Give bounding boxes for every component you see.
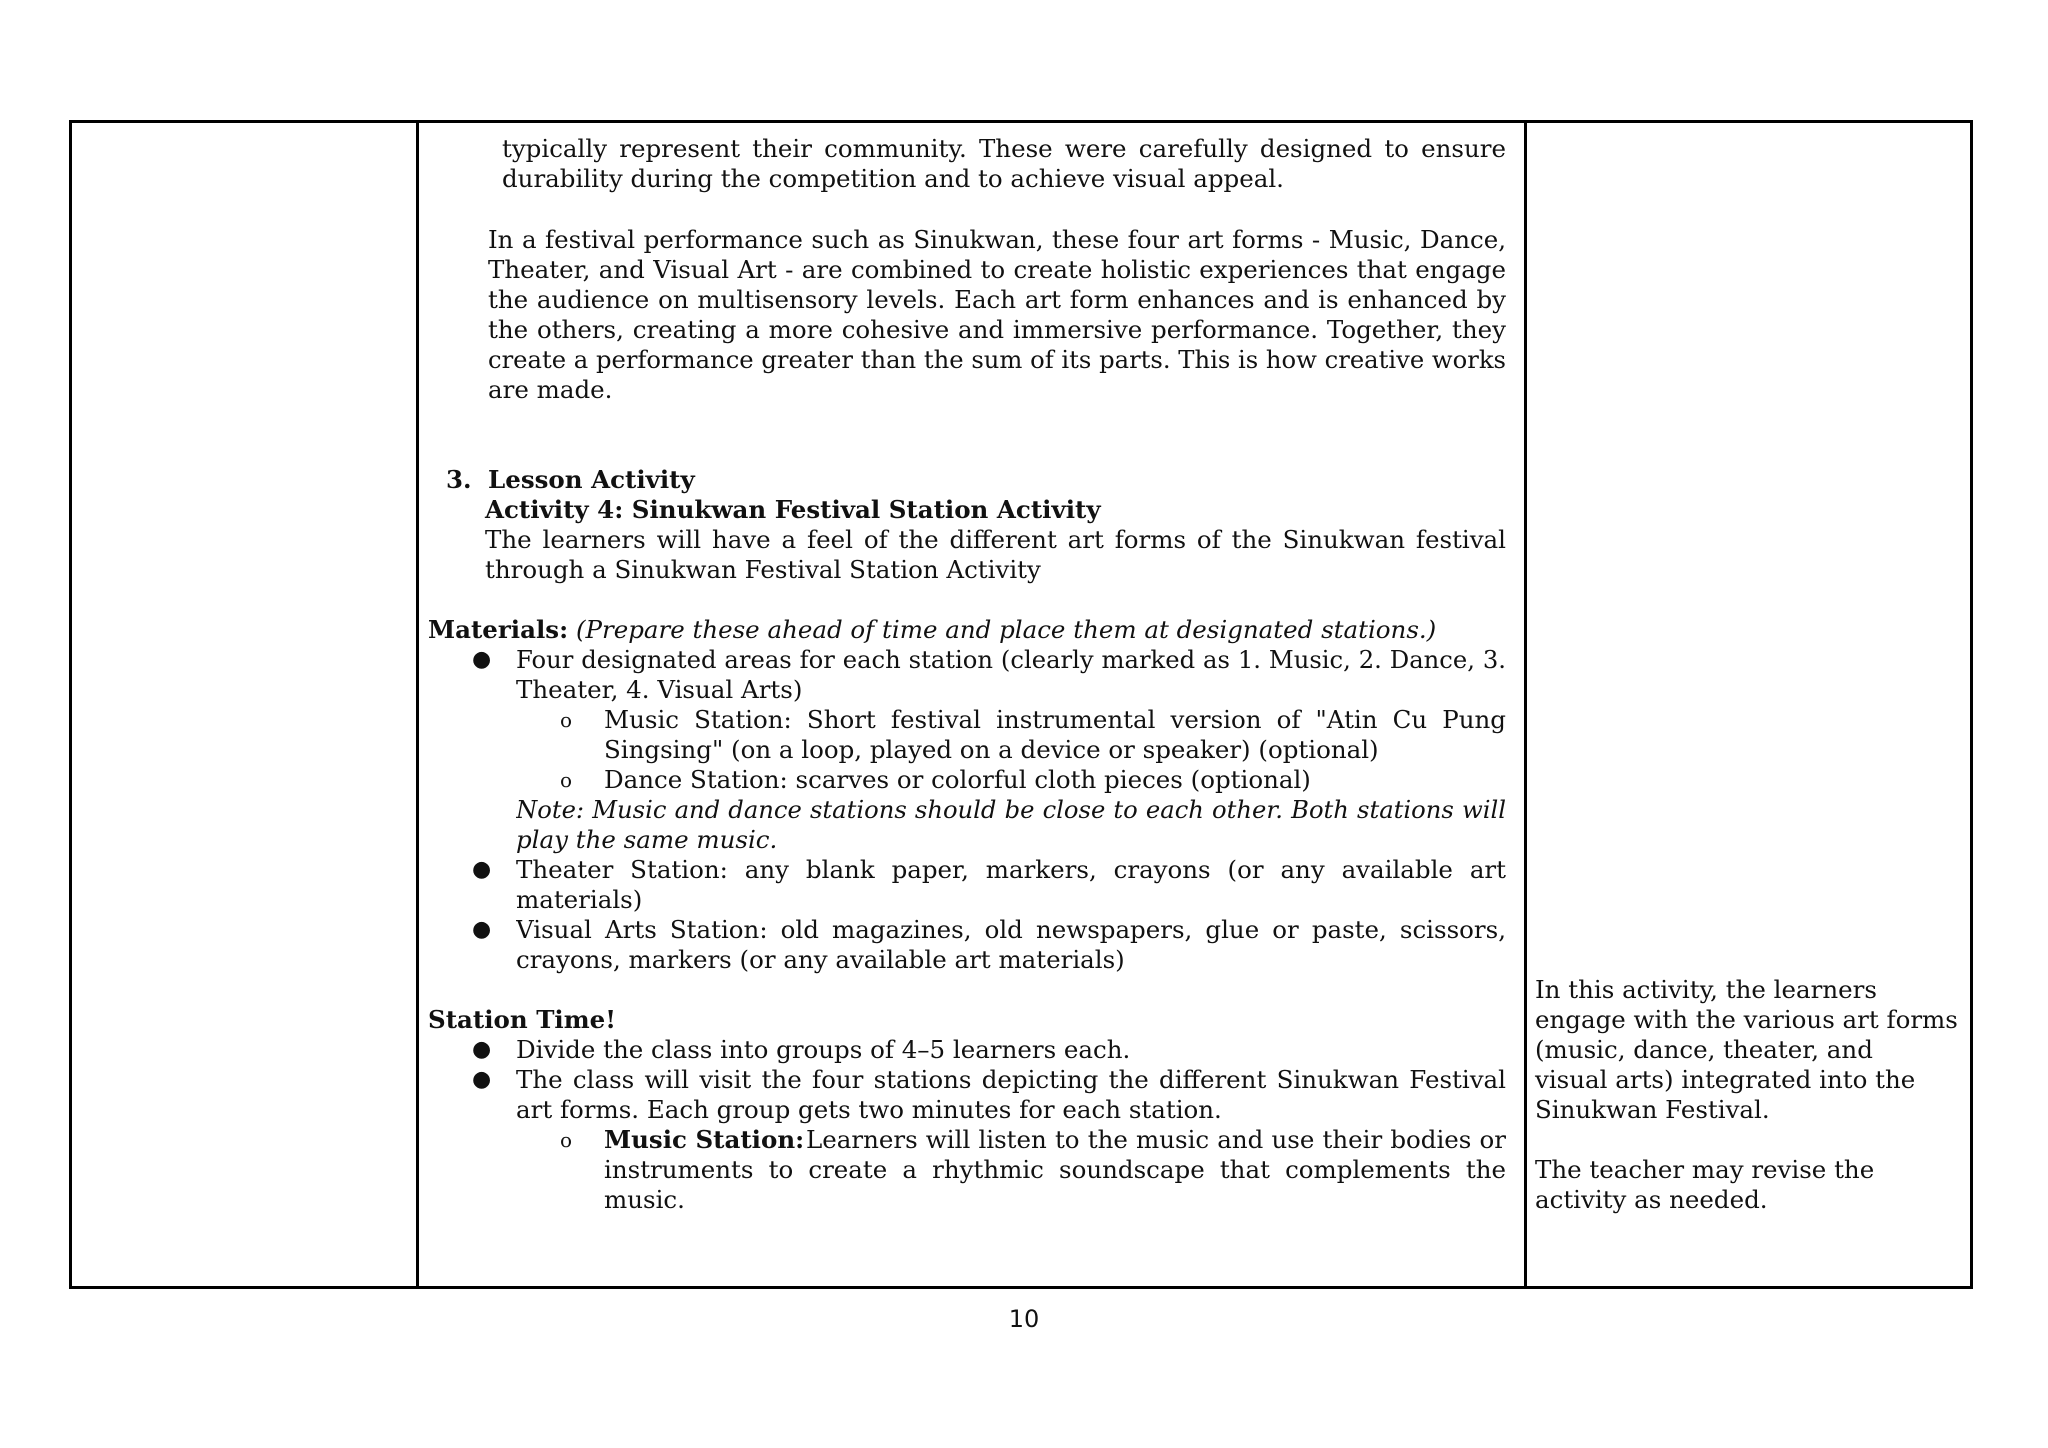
list-item: The class will visit the four stations depicting the different Sinukwan Festival [516,1065,1506,1094]
paragraph-line: The learners will have a feel of the different art forms of the Sinukwan festival [485,525,1506,554]
materials-note: (Prepare these ahead of time and place them at designated stations.) [575,615,1437,644]
paragraph-line: the audience on multisensory levels. Each art form enhances and is enhanced by [488,285,1506,314]
paragraph-line: through a Sinukwan Festival Station Activity [485,555,1041,584]
paragraph-line: durability during the competition and to achieve visual appeal. [502,164,1284,193]
circle-bullet-icon: o [560,708,573,732]
list-item: Music Station: Short festival instrumental version of "Atin Cu Pung [604,705,1506,734]
circle-bullet-icon: o [560,1128,573,1152]
column-divider-right [1524,123,1527,1286]
column-divider-left [416,123,419,1286]
bullet-icon: ● [472,647,492,672]
list-item: Theater Station: any blank paper, markers, crayons (or any available art [516,855,1506,884]
list-item: Dance Station: scarves or colorful cloth pieces (optional) [604,765,1311,794]
list-item: music. [604,1185,685,1214]
teacher-note-line: In this activity, the learners [1535,975,1877,1004]
list-item: Visual Arts Station: old magazines, old newspapers, glue or paste, scissors, [516,915,1506,944]
list-item: Theater, 4. Visual Arts) [516,675,803,704]
paragraph-line: create a performance greater than the sum of its parts. This is how creative works [488,345,1506,374]
materials-line [428,615,1436,645]
note-line: Note: Music and dance stations should be close to each other. Both stations will [516,795,1506,824]
list-item: Four designated areas for each station (clearly marked as 1. Music, 2. Dance, 3. [516,645,1506,674]
music-station-line [604,1125,804,1155]
teacher-note-line: (music, dance, theater, and [1535,1035,1873,1064]
list-item: crayons, markers (or any available art materials) [516,945,1125,974]
list-item: art forms. Each group gets two minutes for each station. [516,1095,1222,1124]
paragraph-line: In a festival performance such as Sinukwan, these four art forms - Music, Dance, [488,225,1506,254]
list-item: instruments to create a rhythmic soundscape that complements the [604,1155,1506,1184]
bullet-icon: ● [472,917,492,942]
bullet-icon: ● [472,1067,492,1092]
teacher-note-line: The teacher may revise the [1535,1155,1875,1184]
teacher-note-line: Sinukwan Festival. [1535,1095,1770,1124]
music-station-label: Music Station: [604,1125,805,1154]
paragraph-line: Theater, and Visual Art - are combined to create holistic experiences that engage [488,255,1506,284]
paragraph-line: the others, creating a more cohesive and immersive performance. Together, they [488,315,1506,344]
list-item: Learners will listen to the music and use their bodies or [806,1125,1506,1154]
paragraph-line: typically represent their community. These were carefully designed to ensure [502,134,1506,163]
teacher-note-line: engage with the various art forms [1535,1005,1958,1034]
list-item: Divide the class into groups of 4–5 learners each. [516,1035,1131,1064]
station-time-heading: Station Time! [428,1005,616,1034]
paragraph-line: are made. [488,375,613,404]
activity-heading: Activity 4: Sinukwan Festival Station Activity [485,495,1101,524]
page-number: 10 [1008,1305,1040,1333]
teacher-note-line: activity as needed. [1535,1185,1768,1214]
materials-label: Materials: [428,615,569,644]
list-item: Singsing" (on a loop, played on a device or speaker) (optional) [604,735,1379,764]
note-line: play the same music. [516,825,778,854]
lesson-number: 3. [446,465,472,494]
bullet-icon: ● [472,857,492,882]
circle-bullet-icon: o [560,768,573,792]
list-item: materials) [516,885,643,914]
bullet-icon: ● [472,1037,492,1062]
lesson-heading: Lesson Activity [488,465,695,494]
teacher-note-line: visual arts) integrated into the [1535,1065,1916,1094]
